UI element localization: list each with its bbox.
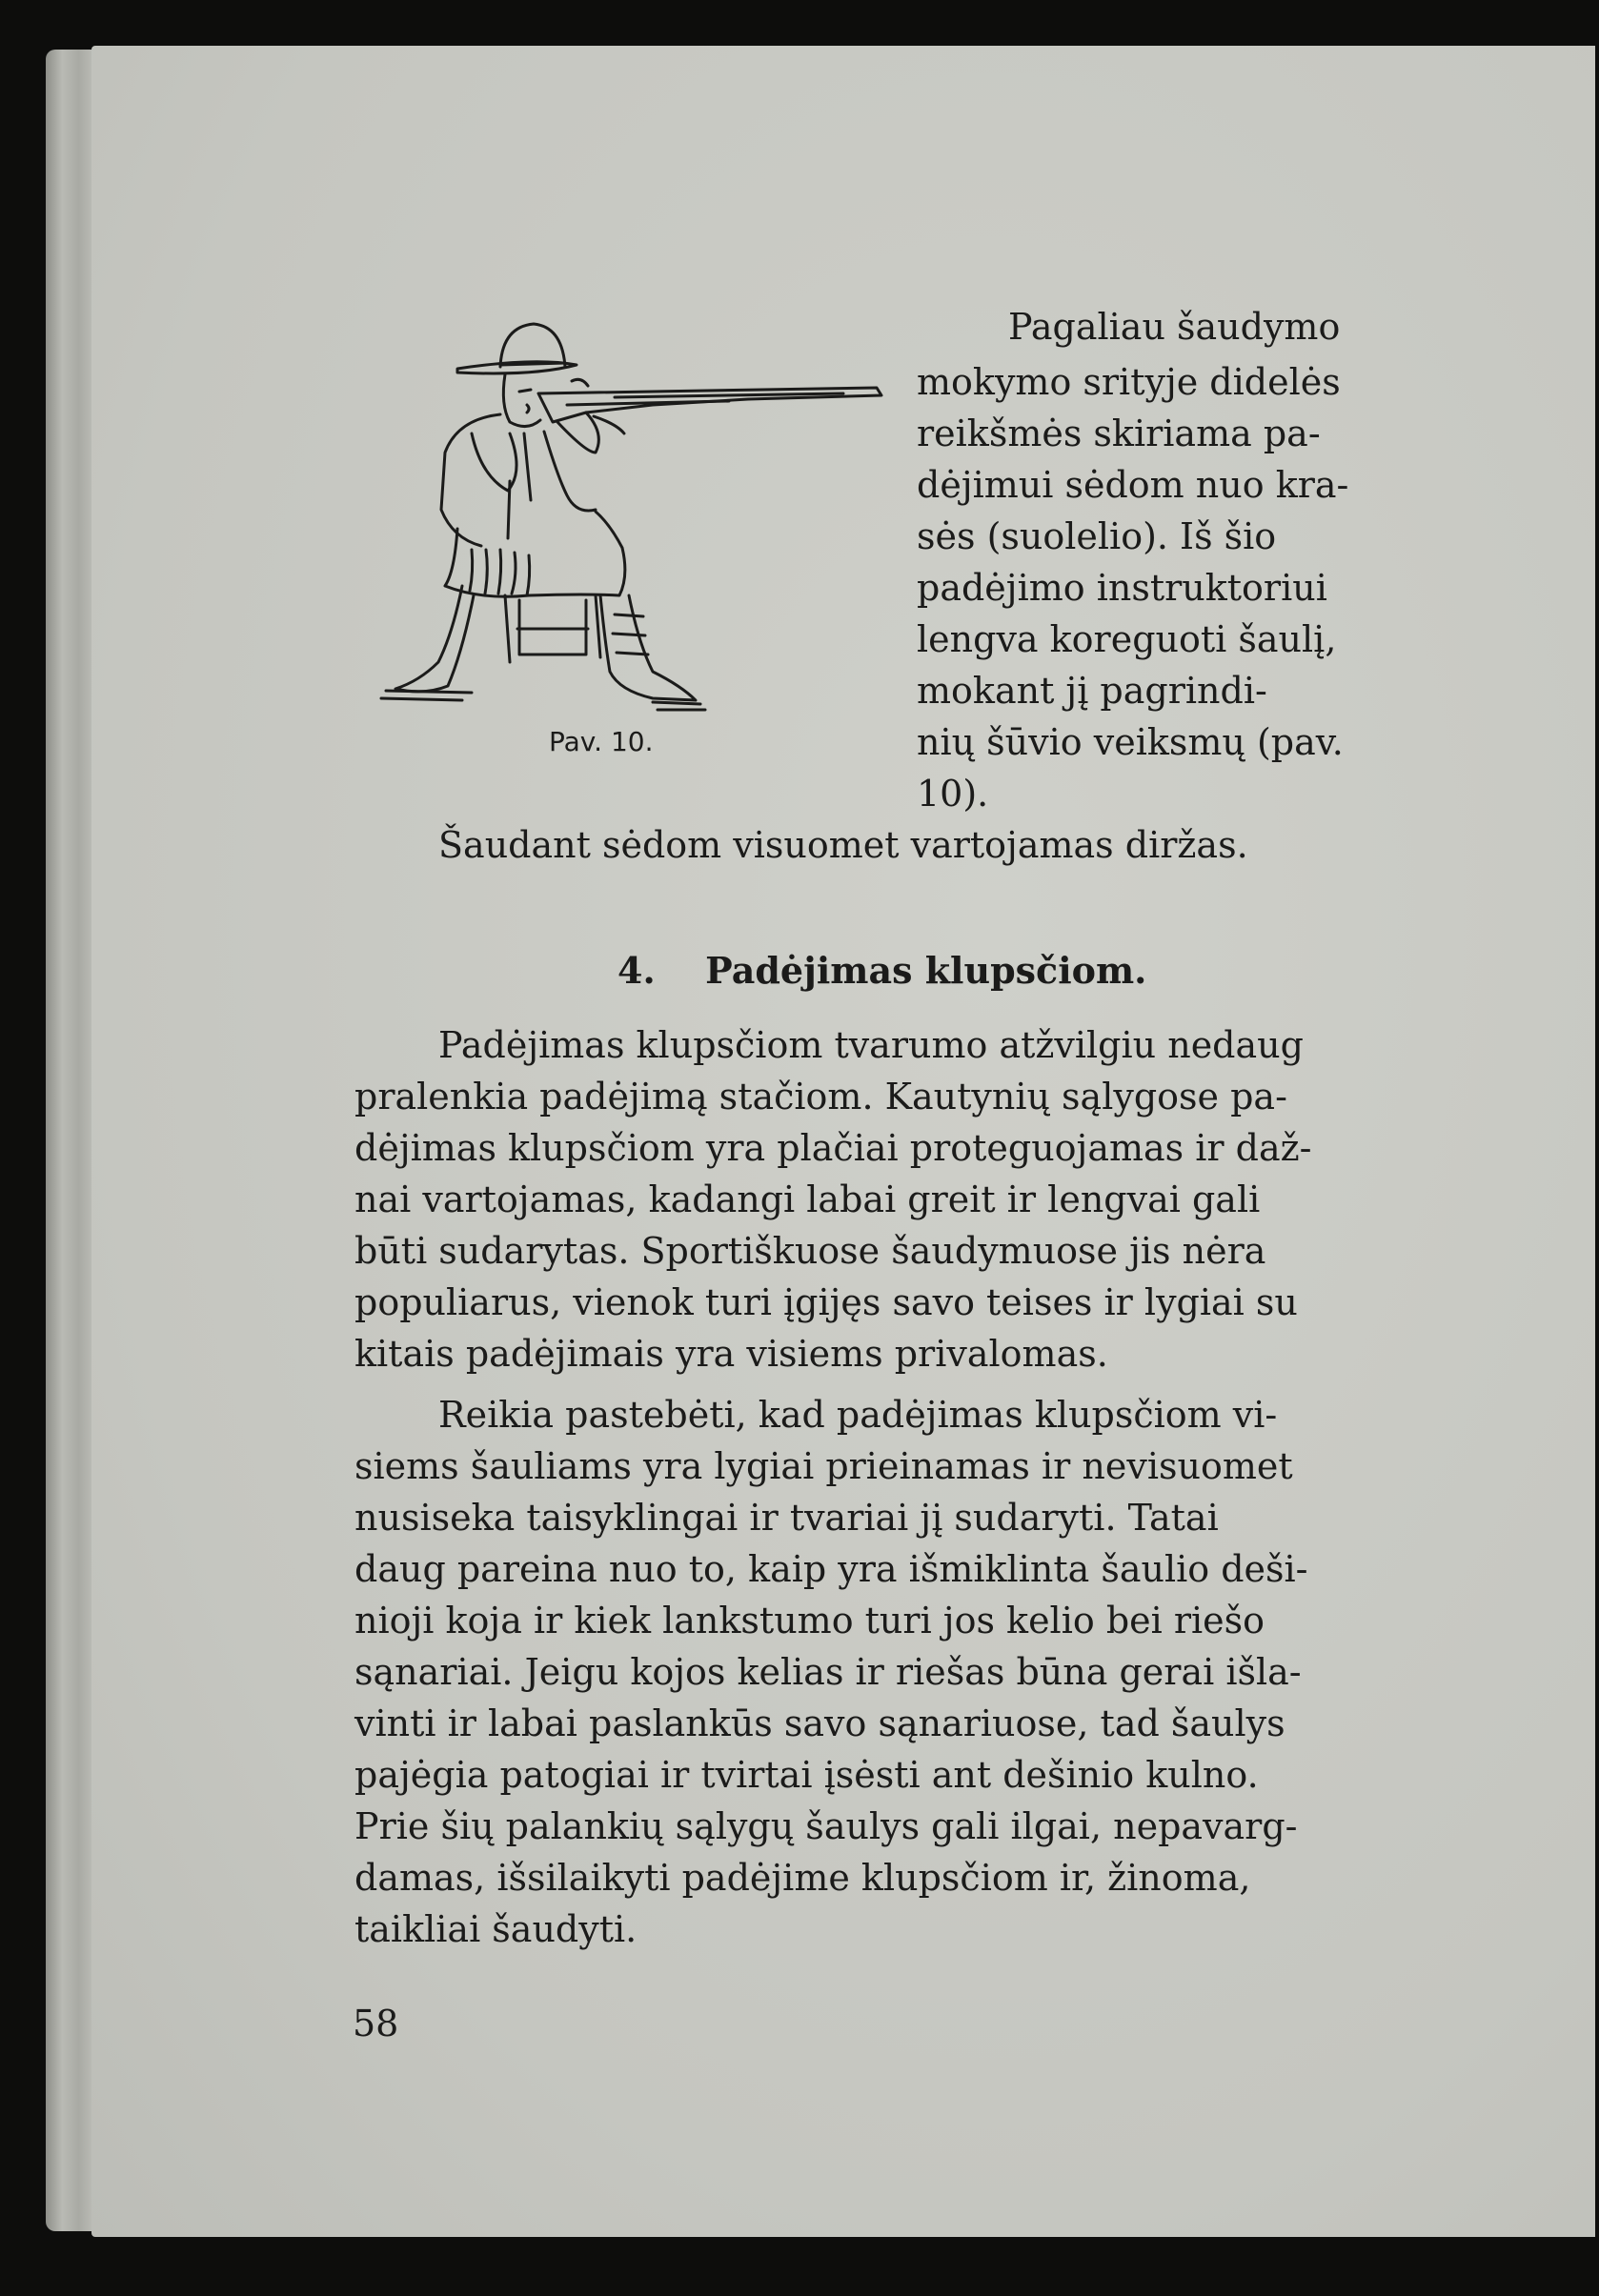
text-line: sės (suolelio). Iš šio (917, 515, 1277, 557)
text-line: taikliai šaudyti. (354, 1908, 638, 1950)
text-line: kitais padėjimais yra visiems privalomas. (354, 1333, 1108, 1375)
figure-caption: Pav. 10. (549, 726, 654, 757)
belt-sentence: Šaudant sėdom visuomet vartojamas diržas. (438, 824, 1248, 866)
text-line: nai vartojamas, kadangi labai greit ir lengvai gali (354, 1178, 1261, 1220)
text-line: Reikia pastebėti, kad padėjimas klupsčiom vi- (438, 1394, 1278, 1436)
text-line: Prie šių palankių sąlygų šaulys gali ilgai, nepavarg- (354, 1805, 1298, 1847)
section-number: 4. (617, 949, 656, 992)
page-number: 58 (353, 2003, 399, 2044)
text-line: siems šauliams yra lygiai prieinamas ir nevisuomet (354, 1445, 1293, 1487)
section-heading (617, 947, 1146, 995)
text-line: daug pareina nuo to, kaip yra išmiklinta šaulio deši- (354, 1548, 1308, 1590)
section-title: Padėjimas klupsčiom. (705, 949, 1147, 992)
text-line: lengva koreguoti šaulį, (917, 618, 1337, 660)
text-line: nioji koja ir kiek lankstumo turi jos kelio bei riešo (354, 1600, 1265, 1641)
text-line: padėjimo instruktoriui (917, 567, 1327, 609)
text-line: nių šūvio veiksmų (pav. (917, 721, 1344, 763)
text-line: Pagaliau šaudymo (1008, 306, 1341, 348)
text-line: dėjimui sėdom nuo kra- (917, 464, 1349, 506)
text-line: nusiseka taisyklingai ir tvariai jį sudaryti. Tatai (354, 1497, 1219, 1539)
text-line: pralenkia padėjimą stačiom. Kautynių sąlygose pa- (354, 1076, 1287, 1118)
text-line: pajėgia patogiai ir tvirtai įsėsti ant dešinio kulno. (354, 1754, 1259, 1796)
text-line: dėjimas klupsčiom yra plačiai proteguojamas ir daž- (354, 1127, 1312, 1169)
text-line: mokymo srityje didelės (917, 361, 1341, 403)
text-line: sąnariai. Jeigu kojos kelias ir riešas būna gerai išla- (354, 1651, 1302, 1693)
text-line: populiarus, vienok turi įgijęs savo teises ir lygiai su (354, 1281, 1298, 1323)
text-line: 10). (917, 773, 989, 815)
text-line: reikšmės skiriama pa- (917, 413, 1321, 454)
text-line: vinti ir labai paslankūs savo sąnariuose, tad šaulys (354, 1702, 1285, 1744)
text-line: damas, išsilaikyti padėjime klupsčiom ir, žinoma, (354, 1857, 1251, 1899)
seated-rifleman-illustration (367, 310, 901, 719)
text-line: būti sudarytas. Sportiškuose šaudymuose jis nėra (354, 1230, 1266, 1272)
text-line: mokant jį pagrindi- (917, 670, 1267, 712)
text-line: Padėjimas klupsčiom tvarumo atžvilgiu nedaug (438, 1024, 1304, 1066)
